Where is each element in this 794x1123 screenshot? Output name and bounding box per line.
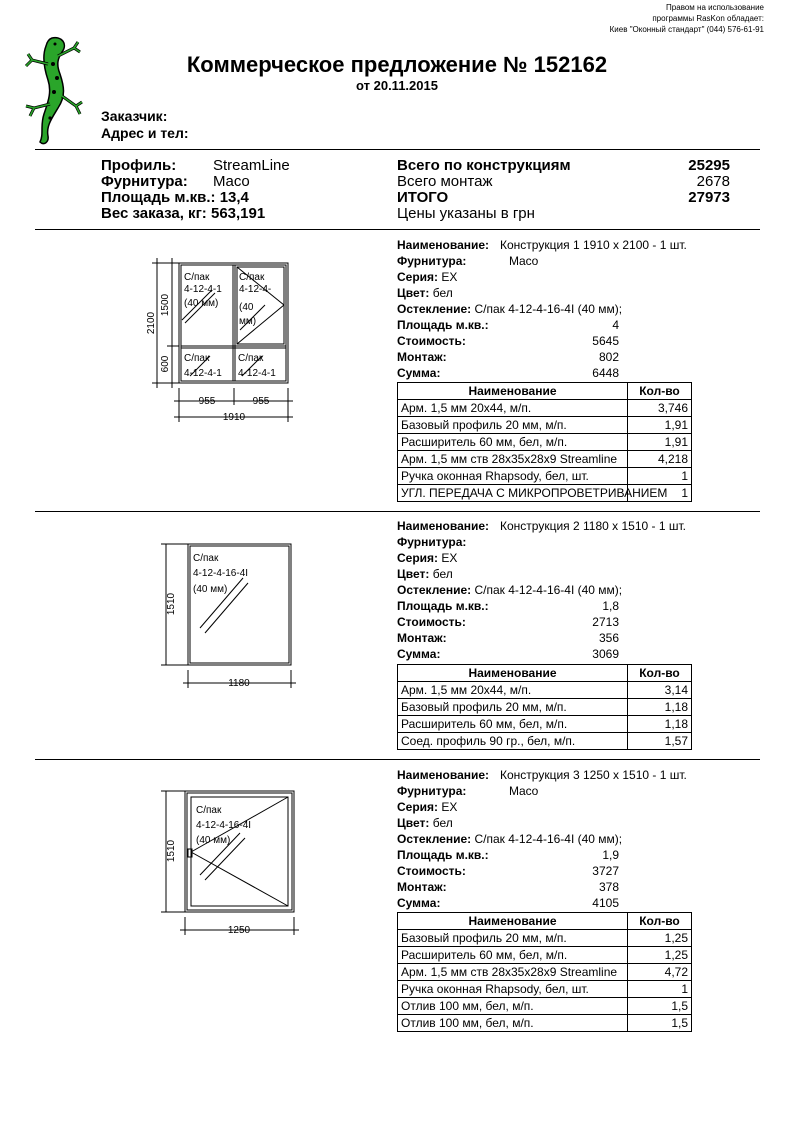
dim-w-right: 955 [252,396,270,407]
construction-sum: 4105 [592,896,619,910]
dim-h-total: 1510 [166,592,177,616]
spec-label: Цвет: [397,286,430,300]
item-qty: 1,91 [628,417,692,434]
pane-text: 4-12-4-1 [184,284,222,295]
pane-text: 4-12-4-1 [184,368,222,379]
area-value: 13,4 [219,189,249,206]
construction-3-spec [397,767,737,911]
item-name: Соед. профиль 90 гр., бел, м/п. [398,733,628,750]
construction-1-spec [397,237,737,381]
table-row [398,468,692,485]
construction-1-drawing [130,250,300,430]
license-line-3: Киев "Оконный стандарт" (044) 576-61-91 [609,25,764,34]
pane-text: мм) [239,316,257,327]
col-name-header: Наименование [398,665,628,682]
construction-series: EX [441,551,458,565]
pane-text: С/пак [193,553,219,564]
construction-fittings: Maco [509,254,539,268]
pane-text: С/пак [184,353,210,364]
construction-name: Конструкция 2 1180 x 1510 - 1 шт. [500,519,686,533]
spec-label: Наименование: [397,768,490,782]
spec-label: Монтаж: [397,880,447,894]
construction-color: бел [432,567,453,581]
pane-text: (40 мм) [196,835,231,846]
divider [35,511,760,512]
construction-cost: 3727 [592,864,619,878]
spec-label: Наименование: [397,238,490,252]
table-row [398,699,692,716]
table-row [398,1015,692,1032]
total-constructions-value: 25295 [688,157,730,174]
construction-color: бел [432,816,453,830]
spec-label: Серия: [397,551,439,565]
construction-area: 4 [612,318,619,332]
table-row [398,434,692,451]
spec-label: Сумма: [397,647,441,661]
item-name: Ручка оконная Rhapsody, бел, шт. [398,468,628,485]
item-name: Ручка оконная Rhapsody, бел, шт. [398,981,628,998]
divider [35,149,760,150]
construction-2-spec [397,518,737,662]
construction-name: Конструкция 3 1250 x 1510 - 1 шт. [500,768,687,782]
item-name: Арм. 1,5 мм 20x44, м/п. [398,400,628,417]
construction-cost: 2713 [592,615,619,629]
spec-label: Наименование: [397,519,490,533]
item-qty: 1,25 [628,947,692,964]
pane-text: (40 мм) [184,298,219,309]
table-row [398,981,692,998]
col-name-header: Наименование [398,383,628,400]
fittings-value: Maco [213,173,250,190]
item-name: Арм. 1,5 мм ств 28x35x28x9 Streamline [398,451,628,468]
dim-w-total: 1180 [228,678,250,689]
spec-label: Площадь м.кв.: [397,599,489,613]
item-qty: 1,18 [628,716,692,733]
dim-w-total: 1250 [227,925,251,936]
item-name: Арм. 1,5 мм 20x44, м/п. [398,682,628,699]
table-row [398,930,692,947]
total-constructions-label: Всего по конструкциям [397,157,571,174]
divider [35,759,760,760]
spec-label: Фурнитура: [397,254,467,268]
construction-1-items-table [397,382,692,502]
construction-glazing: С/пак 4-12-4-16-4I (40 мм); [474,832,623,846]
dim-h-total: 2100 [146,311,157,335]
spec-label: Серия: [397,270,439,284]
spec-label: Остекление: [397,583,472,597]
total-install-label: Всего монтаж [397,173,493,190]
summary-right [397,158,730,222]
spec-label: Серия: [397,800,439,814]
spec-label: Стоимость: [397,334,466,348]
item-qty: 1 [628,468,692,485]
spec-label: Монтаж: [397,350,447,364]
dim-h-top: 1500 [160,293,171,317]
item-name: Отлив 100 мм, бел, м/п. [398,1015,628,1032]
item-qty: 1,5 [628,1015,692,1032]
item-name: Расширитель 60 мм, бел, м/п. [398,947,628,964]
construction-area: 1,8 [602,599,619,613]
item-qty: 3,746 [628,400,692,417]
item-name: Арм. 1,5 мм ств 28x35x28x9 Streamline [398,964,628,981]
construction-install: 356 [598,631,619,645]
license-info [610,2,764,35]
table-row [398,682,692,699]
item-name: Базовый профиль 20 мм, м/п. [398,930,628,947]
construction-2-drawing [155,538,300,693]
item-name: УГЛ. ПЕРЕДАЧА С МИКРОПРОВЕТРИВАНИЕМ [398,485,628,502]
pane-text: 4-12-4- [239,284,272,295]
pane-text: С/пак [196,805,222,816]
weight-value: 563,191 [210,205,266,222]
item-qty: 1,91 [628,434,692,451]
pane-text: С/пак [238,353,264,364]
construction-fittings: Maco [509,784,539,798]
divider [35,229,760,230]
item-name: Отлив 100 мм, бел, м/п. [398,998,628,1015]
item-qty: 1,25 [628,930,692,947]
table-row [398,733,692,750]
profile-value: StreamLine [213,157,290,174]
total-install-value: 2678 [696,173,730,190]
item-qty: 3,14 [628,682,692,699]
table-row [398,417,692,434]
table-row [398,998,692,1015]
construction-series: EX [441,800,458,814]
spec-label: Площадь м.кв.: [397,848,489,862]
item-qty: 4,218 [628,451,692,468]
col-qty-header: Кол-во [628,383,692,400]
pane-text: 4-12-4-16-4I [196,820,252,831]
construction-glazing: С/пак 4-12-4-16-4I (40 мм); [474,583,623,597]
spec-label: Остекление: [397,302,472,316]
pane-text: (40 [239,302,254,313]
license-line-2: программы RasKon обладает: [652,14,764,23]
item-qty: 4,72 [628,964,692,981]
area-label: Площадь м.кв.: [101,189,216,206]
col-qty-header: Кол-во [628,913,692,930]
table-row [398,485,692,502]
construction-name: Конструкция 1 1910 x 2100 - 1 шт. [500,238,687,252]
item-name: Расширитель 60 мм, бел, м/п. [398,434,628,451]
item-name: Базовый профиль 20 мм, м/п. [398,417,628,434]
spec-label: Стоимость: [397,615,466,629]
license-line-1: Правом на использование [666,3,764,12]
table-row [398,451,692,468]
pane-text: (40 мм) [193,584,228,595]
construction-install: 802 [598,350,619,364]
pane-text: С/пак [239,272,265,283]
dim-w-left: 955 [198,396,216,407]
item-qty: 1,57 [628,733,692,750]
item-name: Расширитель 60 мм, бел, м/п. [398,716,628,733]
item-qty: 1,5 [628,998,692,1015]
profile-label: Профиль: [101,157,177,174]
spec-label: Фурнитура: [397,784,467,798]
item-qty: 1,18 [628,699,692,716]
spec-label: Стоимость: [397,864,466,878]
fittings-label: Фурнитура: [101,173,188,190]
item-qty: 1 [628,981,692,998]
spec-label: Сумма: [397,896,441,910]
customer-label: Заказчик: [101,108,168,124]
currency-note: Цены указаны в грн [397,205,535,222]
spec-label: Площадь м.кв.: [397,318,489,332]
construction-sum: 6448 [592,366,619,380]
construction-glazing: С/пак 4-12-4-16-4I (40 мм); [474,302,623,316]
col-qty-header: Кол-во [628,665,692,682]
table-row [398,947,692,964]
address-label: Адрес и тел: [101,125,189,141]
spec-label: Цвет: [397,816,430,830]
dim-h-bottom: 600 [160,355,171,373]
construction-2-items-table [397,664,692,750]
table-row [398,964,692,981]
spec-label: Монтаж: [397,631,447,645]
pane-text: С/пак [184,272,210,283]
spec-label: Остекление: [397,832,472,846]
total-value: 27973 [688,189,730,206]
construction-sum: 3069 [592,647,619,661]
construction-cost: 5645 [592,334,619,348]
dim-h-total: 1510 [166,839,177,863]
construction-install: 378 [598,880,619,894]
item-name: Базовый профиль 20 мм, м/п. [398,699,628,716]
construction-area: 1,9 [602,848,619,862]
pane-text: 4-12-4-1 [238,368,276,379]
total-label: ИТОГО [397,189,449,206]
weight-label: Вес заказа, кг: [101,205,207,222]
item-qty: 1 [628,485,692,502]
col-name-header: Наименование [398,913,628,930]
spec-label: Сумма: [397,366,441,380]
dim-w-total: 1910 [222,412,246,423]
spec-label: Цвет: [397,567,430,581]
summary-left [101,157,290,222]
construction-color: бел [432,286,453,300]
construction-3-items-table [397,912,692,1032]
table-row [398,400,692,417]
construction-series: EX [441,270,458,284]
document-date: от 20.11.2015 [356,78,438,93]
construction-3-drawing [155,785,300,940]
spec-label: Фурнитура: [397,535,467,549]
pane-text: 4-12-4-16-4I [193,568,249,579]
table-row [398,716,692,733]
document-title: Коммерческое предложение № 152162 [186,52,608,77]
